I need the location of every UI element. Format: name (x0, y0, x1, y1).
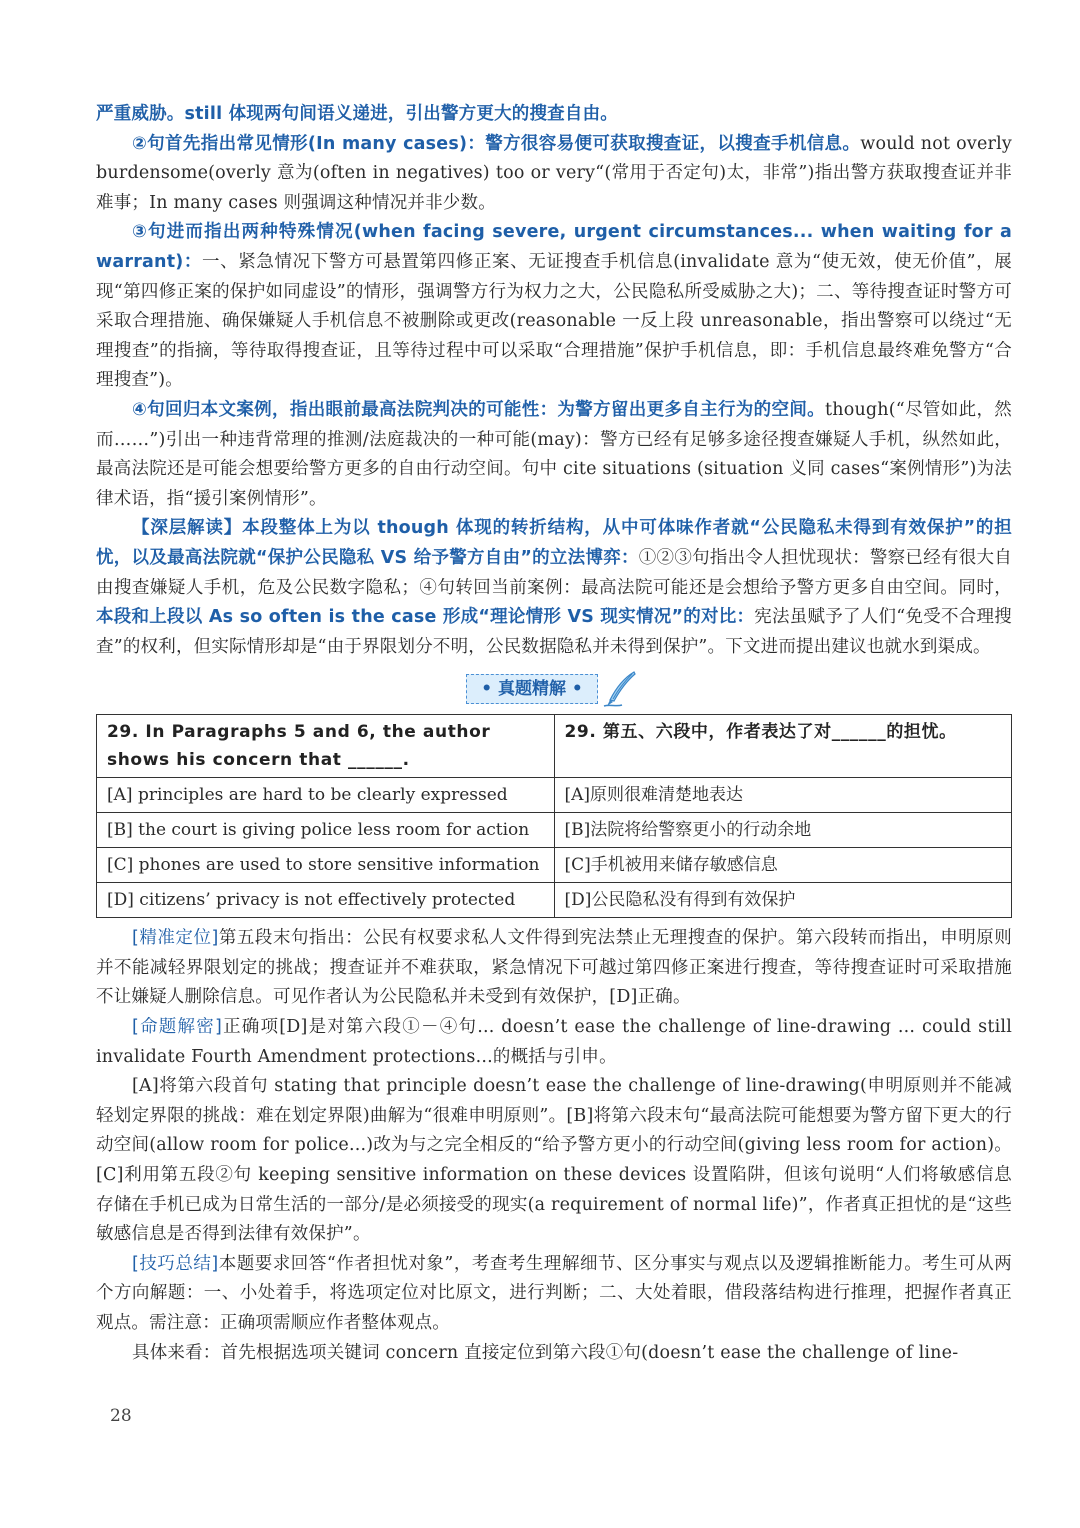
section-tag: [命题解密] (132, 1017, 223, 1038)
option-en: [A] principles are hard to be clearly expressed (97, 778, 555, 813)
body-text: 宪法虽赋予了人们“免受不合理搜查”的权利，但实际情形却是“由于界限划分不明，公民数据隐私并未得到保护”。下文进而提出建议也就水到渠成。 (96, 607, 1012, 657)
option-en: [B] the court is giving police less room for action (97, 813, 555, 848)
body-text: 具体来看：首先根据选项关键词 concern 直接定位到第六段①句(doesn’t ease the challenge of line- (132, 1342, 959, 1363)
option-en: [C] phones are used to store sensitive information (97, 848, 555, 883)
explanation-paragraph (96, 924, 1012, 1013)
question-row (97, 715, 1012, 778)
highlight-text: ④句回归本文案例，指出眼前最高法院判决的可能性：为警方留出更多自主行为的空间。 (132, 399, 825, 420)
body-text: would not overly burdensome(overly 意为(often in negatives) too or very“(常用于否定句)太，非常”)指出警方获取搜查证并非难事；In many cases 则强调这种情况并非少数。 (96, 133, 1012, 213)
option-zh: [C]手机被用来储存敏感信息 (554, 848, 1012, 883)
option-zh: [D]公民隐私没有得到有效保护 (554, 883, 1012, 918)
analysis-paragraph (96, 396, 1012, 514)
option-row (97, 883, 1012, 918)
analysis-paragraph (96, 218, 1012, 396)
highlight-text: 【深层解读】本段整体上为以 though 体现的转折结构，从中可体味作者就“公民隐私未得到有效保护”的担忧，以及最高法院就“保护公民隐私 VS 给予警方自由”的立法博弈： (96, 518, 1012, 568)
highlight-text: 严重威胁。still 体现两句间语义递进，引出警方更大的搜查自由。 (96, 104, 618, 124)
banner-label: • 真题精解 • (466, 674, 598, 704)
option-row (97, 848, 1012, 883)
explanation-paragraph (96, 1339, 1012, 1369)
body-text: [A]将第六段首句 stating that principle doesn’t ease the challenge of line-drawing(申明原则并不能减轻划定界限的挑战：难在划定界限)曲解为“很难申明原则”。[B]将第六段末句“最高法院可能想要为警方留下更大的行动空间(allow room for police...)改为与之完全相反的“给予警方更小的行动空间(giving less room for action)。[C]利用第五段②句 keeping sensitive information on these devices 设置陷阱，但该句说明“人们将敏感信息存储在手机已成为日常生活的一部分/是必须接受的现实(a requirement of normal life)”，作者真正担忧的是“这些敏感信息是否得到法律有效保护”。 (96, 1076, 1012, 1245)
question-en: 29. In Paragraphs 5 and 6, the author shows his concern that ______. (97, 715, 555, 778)
section-banner (96, 670, 1012, 708)
option-zh: [B]法院将给警察更小的行动余地 (554, 813, 1012, 848)
analysis-top (96, 100, 1012, 662)
explanation-paragraph (96, 1072, 1012, 1250)
body-text: 正确项[D]是对第六段①－④句... doesn’t ease the challenge of line-drawing ... could still invalidate Fourth Amendment protections...的概括与引申。 (96, 1017, 1012, 1067)
option-zh: [A]原则很难清楚地表达 (554, 778, 1012, 813)
section-tag: [技巧总结] (132, 1253, 219, 1274)
question-table (96, 714, 1012, 918)
explanation-paragraph (96, 1013, 1012, 1072)
section-tag: [精准定位] (132, 928, 219, 949)
quill-pen-icon (602, 670, 638, 712)
body-text: 本题要求回答“作者担忧对象”，考查考生理解细节、区分事实与观点以及逻辑推断能力。考生可从两个方向解题：一、小处着手，将选项定位对比原文，进行判断；二、大处着眼，借段落结构进行推理，把握作者真正观点。需注意：正确项需顺应作者整体观点。 (96, 1253, 1013, 1333)
option-en: [D] citizens’ privacy is not effectively protected (97, 883, 555, 918)
page-body (96, 100, 1012, 1368)
page-number: 28 (110, 1406, 132, 1426)
analysis-paragraph (96, 100, 1012, 130)
question-zh: 29. 第五、六段中，作者表达了对______的担忧。 (554, 715, 1012, 778)
highlight-text: ③句进而指出两种特殊情况(when facing severe, urgent circumstances... when waiting for a warrant)： (96, 222, 1012, 272)
highlight-text: 本段和上段以 As so often is the case 形成“理论情形 VS 现实情况”的对比： (96, 607, 755, 628)
explanation-paragraph (96, 1250, 1012, 1339)
body-text: ①②③句指出令人担忧现状：警察已经有很大自由搜查嫌疑人手机，危及公民数字隐私；④句转回当前案例：最高法院可能还是会想给予警方更多自由空间。同时， (96, 547, 1012, 598)
analysis-paragraph (96, 514, 1012, 662)
option-row (97, 813, 1012, 848)
highlight-text: ②句首先指出常见情形(In many cases)：警方很容易便可获取搜查证，以搜查手机信息。 (132, 133, 861, 154)
body-text: 一、紧急情况下警方可悬置第四修正案、无证搜查手机信息(invalidate 意为“使无效，使无价值”，展现“第四修正案的保护如同虚设”的情形，强调警方行为权力之大，公民隐私所受威胁之大)；二、等待搜查证时警方可采取合理措施、确保嫌疑人手机信息不被删除或更改(reasonable 一反上段 unreasonable，指出警察可以绕过“无理搜查”的指摘，等待取得搜查证，且等待过程中可以采取“合理措施”保护手机信息，即：手机信息最终难免警方“合理搜查”)。 (96, 251, 1012, 391)
analysis-bottom (96, 924, 1012, 1368)
analysis-paragraph (96, 130, 1012, 219)
body-text: 第五段末句指出：公民有权要求私人文件得到宪法禁止无理搜查的保护。第六段转而指出，申明原则并不能减轻界限划定的挑战；搜查证并不难获取，紧急情况下可越过第四修正案进行搜查，等待搜查证时可采取措施不让嫌疑人删除信息。可见作者认为公民隐私并未受到有效保护，[D]正确。 (96, 928, 1013, 1008)
body-text: though(“尽管如此，然而……”)引出一种违背常理的推测/法庭裁决的一种可能(may)：警方已经有足够多途径搜查嫌疑人手机，纵然如此，最高法院还是可能会想要给警方更多的自由行动空间。句中 cite situations (situation 义同 cases“案例情形”)为法律术语，指“援引案例情形”。 (96, 399, 1012, 509)
option-row (97, 778, 1012, 813)
